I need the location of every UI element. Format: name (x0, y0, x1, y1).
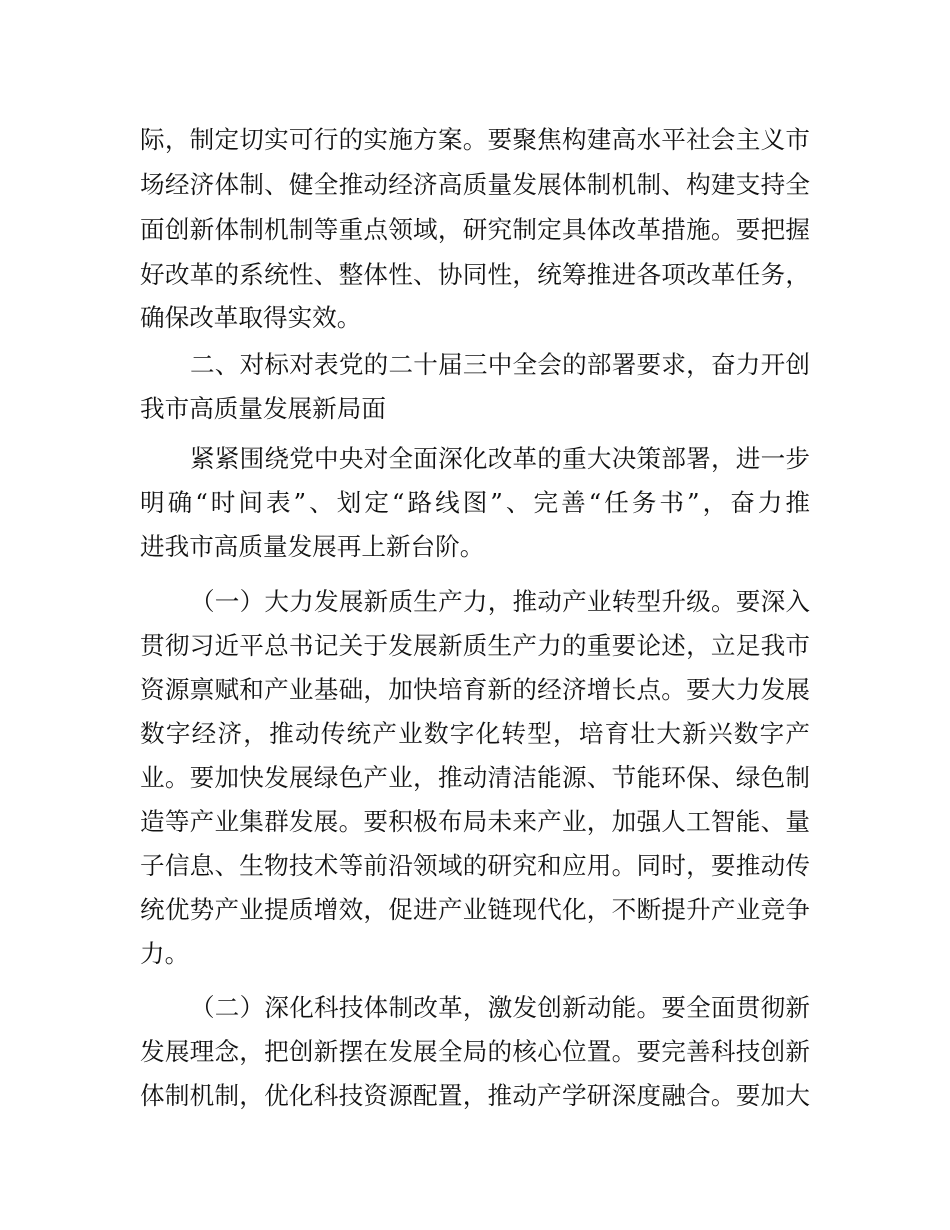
section-heading-line: 二、对标对表党的二十届三中全会的部署要求，奋力开创 (190, 350, 810, 379)
body-text-line: 统优势产业提质增效，促进产业链现代化，不断提升产业竞争 (140, 895, 810, 924)
subsection-heading-line: （一）大力发展新质生产力，推动产业转型升级。要深入 (190, 587, 810, 616)
body-text-line: 发展理念，把创新摆在发展全局的核心位置。要完善科技创新 (140, 1037, 810, 1066)
body-text-line: 确保改革取得实效。 (140, 303, 362, 332)
body-text-line: 业。要加快发展绿色产业，推动清洁能源、节能环保、绿色制 (140, 763, 810, 792)
body-text-line: 资源禀赋和产业基础，加快培育新的经济增长点。要大力发展 (140, 675, 810, 704)
body-text-line: 贯彻习近平总书记关于发展新质生产力的重要论述，立足我市 (140, 631, 810, 660)
body-text-line: 数字经济，推动传统产业数字化转型，培育壮大新兴数字产 (140, 719, 810, 748)
body-text-line: 力。 (140, 939, 190, 968)
body-text-line: 场经济体制、健全推动经济高质量发展体制机制、构建支持全 (140, 170, 810, 199)
body-text-line: 明确“时间表”、划定“路线图”、完善“任务书”，奋力推 (140, 488, 810, 517)
body-text-line: 紧紧围绕党中央对全面深化改革的重大决策部署，进一步 (190, 444, 810, 473)
body-text-line: 体制机制，优化科技资源配置，推动产学研深度融合。要加大 (140, 1081, 810, 1110)
body-text-line: 子信息、生物技术等前沿领域的研究和应用。同时，要推动传 (140, 851, 810, 880)
body-text-line: 好改革的系统性、整体性、协同性，统筹推进各项改革任务， (140, 260, 810, 289)
body-text-line: 面创新体制机制等重点领域，研究制定具体改革措施。要把握 (140, 215, 810, 244)
body-text-line: 际，制定切实可行的实施方案。要聚焦构建高水平社会主义市 (140, 125, 810, 154)
body-text-line: 造等产业集群发展。要积极布局未来产业，加强人工智能、量 (140, 807, 810, 836)
section-heading-line: 我市高质量发展新局面 (140, 394, 386, 423)
body-text-line: 进我市高质量发展再上新台阶。 (140, 532, 485, 561)
subsection-heading-line: （二）深化科技体制改革，激发创新动能。要全面贯彻新 (190, 993, 810, 1022)
